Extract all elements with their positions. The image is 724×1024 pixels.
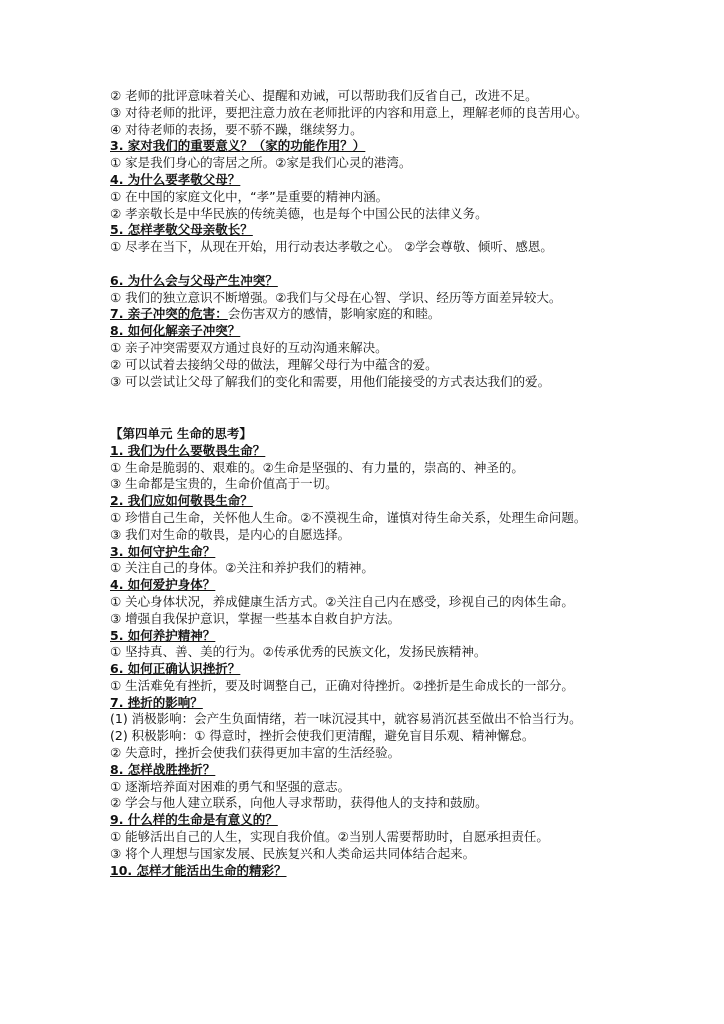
- text-line: ③ 将个人理想与国家发展、民族复兴和人类命运共同体结合起来。: [110, 845, 476, 861]
- section-heading: 9. 什么样的生命是有意义的？: [110, 812, 278, 828]
- text-line: (1) 消极影响：会产生负面情绪，若一味沉浸其中，就容易消沉甚至做出不恰当行为。: [110, 711, 582, 727]
- text-line: ② 老师的批评意味着关心、提醒和劝诫，可以帮助我们反省自己，改进不足。: [110, 88, 538, 103]
- section-heading: 4. 为什么要孝敬父母？: [110, 171, 241, 187]
- text-line: ③ 对待老师的批评，要把注意力放在老师批评的内容和用意上，理解老师的良苦用心。: [110, 104, 588, 120]
- section-heading: 8. 怎样战胜挫折？: [110, 761, 216, 777]
- section-heading: 5. 如何养护精神？: [110, 627, 216, 643]
- section-heading: 3. 如何守护生命？: [110, 543, 216, 559]
- text-line: ② 学会与他人建立联系，向他人寻求帮助，获得他人的支持和鼓励。: [110, 795, 488, 811]
- text-line: ① 坚持真、善、美的行为。②传承优秀的民族文化，发扬民族精神。: [110, 644, 487, 660]
- text-line: (2) 积极影响：① 得意时，挫折会使我们更清醒，避免盲目乐观、精神懈怠。: [110, 728, 535, 744]
- section-heading: 7. 挫折的影响？: [110, 694, 203, 710]
- text-line: ① 珍惜自己生命，关怀他人生命。②不漠视生命，谨慎对待生命关系，处理生命问题。: [110, 509, 587, 525]
- text-line: ① 生命是脆弱的、艰难的。②生命是坚强的、有力量的，崇高的、神圣的。: [110, 459, 524, 475]
- text-line: ① 关注自己的身体。②关注和养护我们的精神。: [110, 560, 374, 576]
- text-line: ③ 我们对生命的敬畏，是内心的自愿选择。: [110, 526, 351, 542]
- section-heading: 2. 我们应如何敬畏生命？: [110, 493, 253, 509]
- section-heading: 6. 如何正确认识挫折？: [110, 661, 241, 677]
- text-line: [110, 306, 618, 323]
- section-heading: 6. 为什么会与父母产生冲突？: [110, 272, 278, 288]
- section-heading: 3. 家对我们的重要意义？（家的功能作用？）: [110, 138, 366, 154]
- text-line: ① 我们的独立意识不断增强。②我们与父母在心智、学识、经历等方面差异较大。: [110, 289, 562, 305]
- unit-title: 【第四单元 生命的思考】: [110, 425, 252, 441]
- text-line: ① 逐渐培养面对困难的勇气和坚强的意志。: [110, 778, 351, 794]
- section-heading: 5. 怎样孝敬父母亲敬长？: [110, 222, 253, 238]
- spacer: [110, 390, 618, 424]
- text-line: ① 尽孝在当下，从现在开始，用行动表达孝敬之心。 ②学会尊敬、倾听、感恩。: [110, 239, 553, 255]
- text-line: ④ 对待老师的表扬，要不骄不躁，继续努力。: [110, 121, 363, 137]
- text-line: ① 关心身体状况，养成健康生活方式。②关注自己内在感受，珍视自己的肉体生命。: [110, 593, 574, 609]
- text-line: ② 孝亲敬长是中华民族的传统美德，也是每个中国公民的法律义务。: [110, 205, 488, 221]
- inline-heading: 7. 亲子冲突的危害：: [110, 306, 228, 322]
- text-line: ③ 增强自我保护意识，掌握一些基本自救自护方法。: [110, 610, 401, 626]
- text-line: ① 在中国的家庭文化中，“孝”是重要的精神内涵。: [110, 188, 389, 204]
- section-heading: 10. 怎样才能活出生命的精彩？: [110, 862, 287, 878]
- section-heading: 8. 如何化解亲子冲突？: [110, 323, 241, 339]
- text-line: ① 能够活出自己的人生，实现自我价值。②当别人需要帮助时，自愿承担责任。: [110, 829, 549, 845]
- text-line: ① 家是我们身心的寄居之所。②家是我们心灵的港湾。: [110, 155, 412, 171]
- text-line: ② 失意时，挫折会使我们获得更加丰富的生活经验。: [110, 745, 401, 761]
- document-page: [110, 88, 618, 879]
- section-heading: 4. 如何爱护身体？: [110, 577, 216, 593]
- spacer: [110, 256, 618, 273]
- text-line: ③ 可以尝试让父母了解我们的变化和需要，用他们能接受的方式表达我们的爱。: [110, 373, 551, 389]
- text-line: ② 可以试着去接纳父母的做法，理解父母行为中蕴含的爱。: [110, 356, 438, 372]
- text-line: ① 亲子冲突需要双方通过良好的互动沟通来解决。: [110, 339, 388, 355]
- section-heading: 1. 我们为什么要敬畏生命？: [110, 442, 266, 458]
- text-line: ③ 生命都是宝贵的，生命价值高于一切。: [110, 476, 338, 492]
- text-line: ① 生活难免有挫折，要及时调整自己，正确对待挫折。②挫折是生命成长的一部分。: [110, 677, 574, 693]
- inline-text: 会伤害双方的感情，影响家庭的和睦。: [227, 306, 441, 322]
